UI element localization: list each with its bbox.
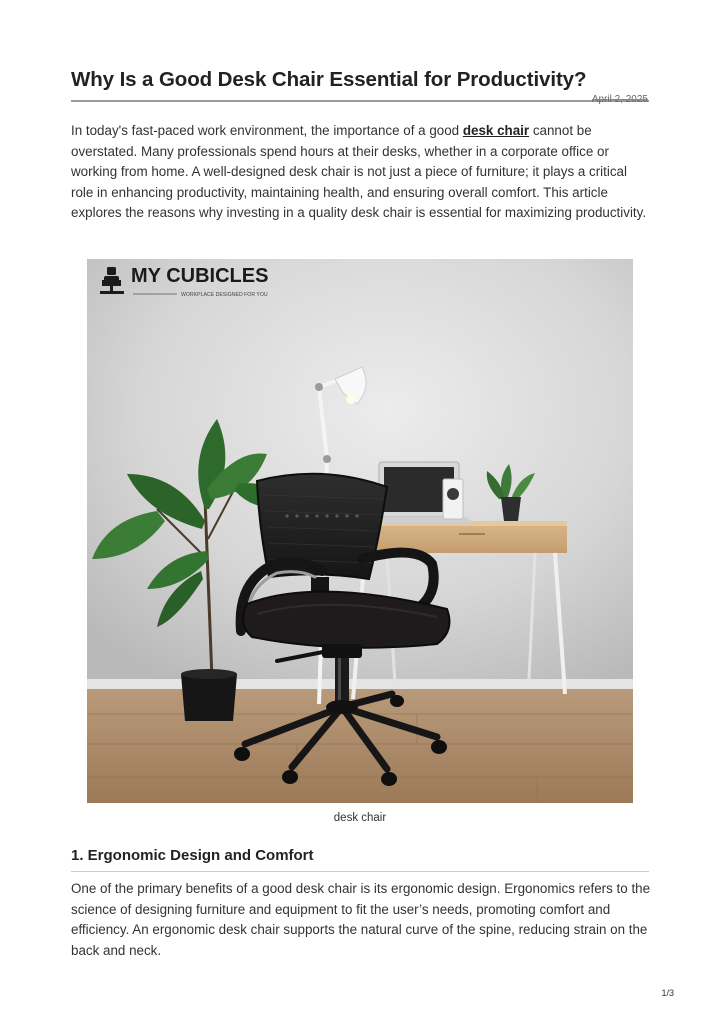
article-title: Why Is a Good Desk Chair Essential for Productivity? (71, 68, 587, 91)
section-heading: 1. Ergonomic Design and Comfort (71, 847, 314, 864)
section-paragraph: One of the primary benefits of a good desk chair is its ergonomic design. Ergonomics refers to the science of designing furniture and equipment to fit the user’s needs, promoting comfort and efficiency. An ergonomic desk chair supports the natural curve of the spine, reducing strain on the back and neck. (71, 881, 651, 958)
desk-chair-photo (87, 259, 633, 803)
title-divider (71, 100, 649, 102)
page-number: 1/3 (661, 988, 674, 998)
intro-text-start: In today's fast-paced work environment, the importance of a good (71, 123, 463, 138)
article-date: April 2, 2025 (591, 94, 648, 105)
logo-tagline: WORKPLACE DESIGNED FOR YOU (181, 292, 268, 298)
intro-paragraph (71, 121, 651, 224)
wood-floor (87, 689, 633, 803)
desk-chair-link[interactable]: desk chair (462, 123, 530, 138)
figure-caption: desk chair (333, 812, 387, 824)
section-divider (71, 871, 649, 872)
intro-text-end: cannot be overstated. Many professionals spend hours at their desks, whether in a corporate office or working from home. A well-designed desk chair is not just a piece of furniture; it plays a critical role in enhancing productivity, maintaining health, and ensuring overall comfort. This article explores the reasons why investing in a quality desk chair is essential for maximizing productivity. (71, 123, 647, 221)
logo-name: MY CUBICLES (131, 265, 269, 287)
desk-clock (443, 479, 463, 519)
photo-illustration (87, 259, 633, 803)
